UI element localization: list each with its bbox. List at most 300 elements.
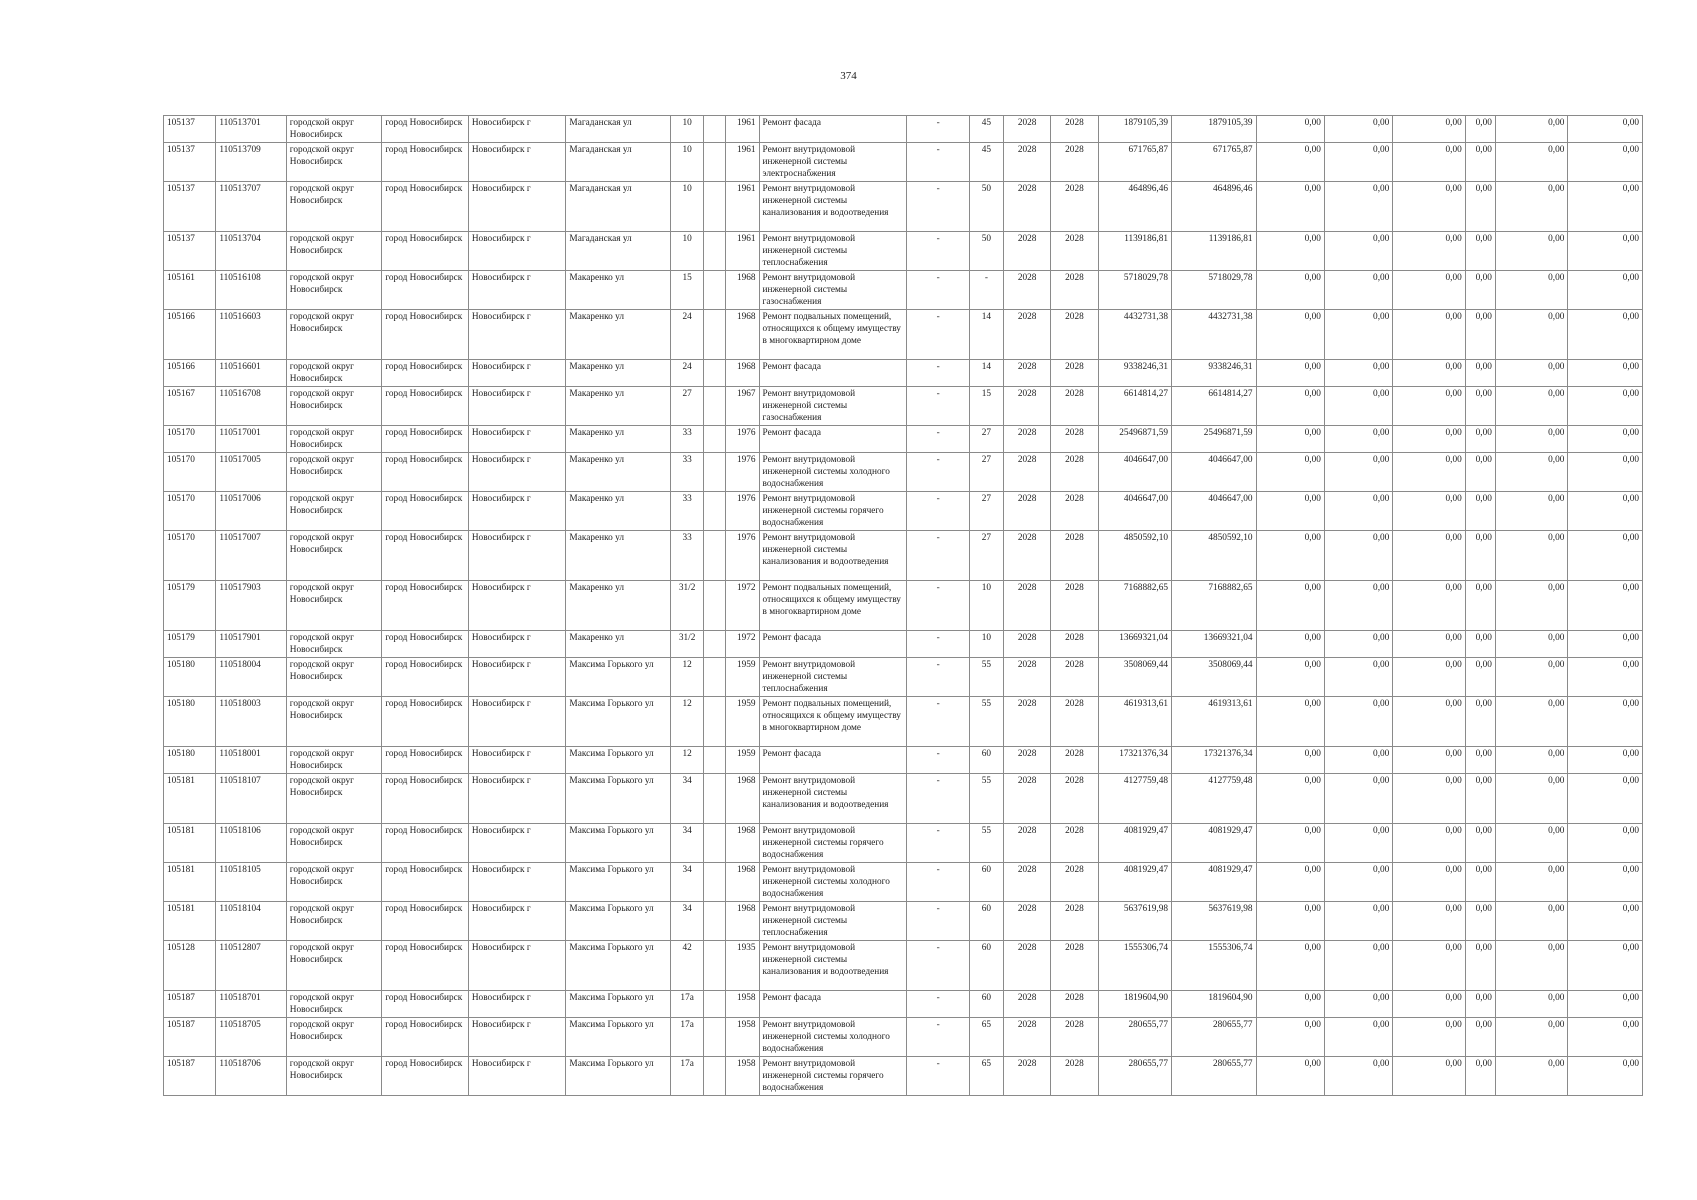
cell-funding-5: 0,00: [1495, 581, 1567, 631]
cell-id: 105161: [164, 271, 216, 310]
table-row: [164, 1057, 1643, 1096]
cell-year: 1935: [726, 941, 759, 991]
cell-district: городской округ Новосибирск: [286, 387, 382, 426]
table-row: [164, 747, 1643, 774]
cell-funding-5: 0,00: [1495, 902, 1567, 941]
cell-dash: -: [907, 116, 969, 143]
cell-corpus: [704, 116, 726, 143]
cell-funding-6: 0,00: [1568, 824, 1643, 863]
cell-cost-total: 280655,77: [1098, 1018, 1171, 1057]
cell-funding-2: 0,00: [1324, 116, 1392, 143]
table-row: [164, 143, 1643, 182]
cell-plan-year-start: 2028: [1004, 581, 1051, 631]
cell-funding-1: 0,00: [1256, 426, 1324, 453]
cell-cost-fund: 4850592,10: [1172, 531, 1257, 581]
cell-settlement: Новосибирск г: [468, 824, 566, 863]
cell-funding-2: 0,00: [1324, 492, 1392, 531]
cell-settlement: Новосибирск г: [468, 453, 566, 492]
cell-town: город Новосибирск: [382, 426, 469, 453]
cell-settlement: Новосибирск г: [468, 492, 566, 531]
cell-code: 110518107: [216, 774, 286, 824]
cell-funding-5: 0,00: [1495, 360, 1567, 387]
cell-year: 1972: [726, 581, 759, 631]
cell-street: Магаданская ул: [566, 182, 671, 232]
cell-funding-3: 0,00: [1393, 387, 1465, 426]
cell-cost-total: 4432731,38: [1098, 310, 1171, 360]
cell-corpus: [704, 1018, 726, 1057]
cell-cost-total: 5637619,98: [1098, 902, 1171, 941]
cell-wear: 45: [969, 143, 1003, 182]
cell-district: городской округ Новосибирск: [286, 182, 382, 232]
cell-plan-year-end: 2028: [1051, 658, 1098, 697]
cell-wear: 55: [969, 658, 1003, 697]
cell-funding-5: 0,00: [1495, 631, 1567, 658]
cell-funding-2: 0,00: [1324, 182, 1392, 232]
cell-plan-year-end: 2028: [1051, 182, 1098, 232]
cell-wear: 27: [969, 453, 1003, 492]
cell-work-type: Ремонт фасада: [759, 631, 907, 658]
cell-settlement: Новосибирск г: [468, 271, 566, 310]
cell-funding-2: 0,00: [1324, 453, 1392, 492]
cell-work-type: Ремонт внутридомовой инженерной системы холодного водоснабжения: [759, 1018, 907, 1057]
cell-plan-year-start: 2028: [1004, 863, 1051, 902]
cell-street: Макаренко ул: [566, 453, 671, 492]
cell-funding-6: 0,00: [1568, 747, 1643, 774]
cell-wear: 65: [969, 1057, 1003, 1096]
cell-dash: -: [907, 271, 969, 310]
table-row: [164, 1018, 1643, 1057]
cell-funding-1: 0,00: [1256, 531, 1324, 581]
cell-funding-1: 0,00: [1256, 774, 1324, 824]
cell-funding-1: 0,00: [1256, 1018, 1324, 1057]
capital-repair-table: [163, 115, 1643, 1096]
cell-funding-1: 0,00: [1256, 310, 1324, 360]
table-row: [164, 991, 1643, 1018]
cell-wear: 14: [969, 310, 1003, 360]
cell-plan-year-end: 2028: [1051, 232, 1098, 271]
cell-cost-total: 4850592,10: [1098, 531, 1171, 581]
cell-funding-6: 0,00: [1568, 863, 1643, 902]
cell-funding-4: 0,00: [1465, 824, 1495, 863]
cell-district: городской округ Новосибирск: [286, 426, 382, 453]
cell-settlement: Новосибирск г: [468, 531, 566, 581]
cell-funding-4: 0,00: [1465, 116, 1495, 143]
cell-house: 33: [671, 453, 704, 492]
cell-town: город Новосибирск: [382, 360, 469, 387]
cell-funding-6: 0,00: [1568, 1018, 1643, 1057]
cell-town: город Новосибирск: [382, 581, 469, 631]
cell-corpus: [704, 387, 726, 426]
cell-corpus: [704, 1057, 726, 1096]
cell-id: 105180: [164, 697, 216, 747]
cell-street: Максима Горького ул: [566, 941, 671, 991]
cell-funding-1: 0,00: [1256, 492, 1324, 531]
cell-cost-fund: 1555306,74: [1172, 941, 1257, 991]
cell-plan-year-start: 2028: [1004, 182, 1051, 232]
cell-funding-6: 0,00: [1568, 631, 1643, 658]
cell-code: 110518003: [216, 697, 286, 747]
cell-funding-5: 0,00: [1495, 143, 1567, 182]
cell-street: Максима Горького ул: [566, 991, 671, 1018]
cell-funding-3: 0,00: [1393, 581, 1465, 631]
cell-district: городской округ Новосибирск: [286, 581, 382, 631]
cell-district: городской округ Новосибирск: [286, 631, 382, 658]
cell-funding-4: 0,00: [1465, 774, 1495, 824]
cell-funding-3: 0,00: [1393, 492, 1465, 531]
cell-cost-total: 1139186,81: [1098, 232, 1171, 271]
cell-dash: -: [907, 1018, 969, 1057]
cell-funding-6: 0,00: [1568, 658, 1643, 697]
cell-code: 110518106: [216, 824, 286, 863]
cell-settlement: Новосибирск г: [468, 1057, 566, 1096]
cell-house: 24: [671, 360, 704, 387]
cell-street: Максима Горького ул: [566, 1018, 671, 1057]
cell-cost-total: 17321376,34: [1098, 747, 1171, 774]
cell-dash: -: [907, 747, 969, 774]
cell-cost-fund: 1819604,90: [1172, 991, 1257, 1018]
cell-id: 105181: [164, 774, 216, 824]
cell-dash: -: [907, 863, 969, 902]
cell-house: 34: [671, 824, 704, 863]
cell-corpus: [704, 902, 726, 941]
cell-district: городской округ Новосибирск: [286, 991, 382, 1018]
cell-funding-3: 0,00: [1393, 116, 1465, 143]
cell-house: 33: [671, 492, 704, 531]
cell-plan-year-end: 2028: [1051, 581, 1098, 631]
cell-funding-5: 0,00: [1495, 697, 1567, 747]
cell-funding-5: 0,00: [1495, 453, 1567, 492]
cell-dash: -: [907, 697, 969, 747]
cell-year: 1968: [726, 360, 759, 387]
cell-year: 1972: [726, 631, 759, 658]
cell-funding-1: 0,00: [1256, 941, 1324, 991]
cell-year: 1968: [726, 774, 759, 824]
cell-district: городской округ Новосибирск: [286, 232, 382, 271]
cell-funding-4: 0,00: [1465, 360, 1495, 387]
cell-plan-year-end: 2028: [1051, 863, 1098, 902]
cell-wear: 10: [969, 631, 1003, 658]
cell-funding-4: 0,00: [1465, 581, 1495, 631]
cell-corpus: [704, 631, 726, 658]
cell-funding-1: 0,00: [1256, 1057, 1324, 1096]
cell-street: Макаренко ул: [566, 492, 671, 531]
cell-funding-2: 0,00: [1324, 902, 1392, 941]
cell-work-type: Ремонт подвальных помещений, относящихся к общему имуществу в многоквартирном доме: [759, 697, 907, 747]
cell-work-type: Ремонт внутридомовой инженерной системы канализования и водоотведения: [759, 182, 907, 232]
cell-id: 105137: [164, 232, 216, 271]
table-row: [164, 271, 1643, 310]
cell-year: 1968: [726, 902, 759, 941]
cell-corpus: [704, 492, 726, 531]
cell-funding-4: 0,00: [1465, 143, 1495, 182]
cell-dash: -: [907, 941, 969, 991]
cell-funding-3: 0,00: [1393, 658, 1465, 697]
cell-street: Максима Горького ул: [566, 1057, 671, 1096]
cell-funding-5: 0,00: [1495, 747, 1567, 774]
cell-district: городской округ Новосибирск: [286, 271, 382, 310]
cell-funding-6: 0,00: [1568, 941, 1643, 991]
cell-corpus: [704, 453, 726, 492]
cell-work-type: Ремонт внутридомовой инженерной системы холодного водоснабжения: [759, 453, 907, 492]
cell-house: 12: [671, 697, 704, 747]
cell-funding-2: 0,00: [1324, 581, 1392, 631]
cell-wear: 15: [969, 387, 1003, 426]
cell-funding-2: 0,00: [1324, 426, 1392, 453]
cell-funding-5: 0,00: [1495, 426, 1567, 453]
cell-funding-2: 0,00: [1324, 697, 1392, 747]
cell-district: городской округ Новосибирск: [286, 1018, 382, 1057]
cell-town: город Новосибирск: [382, 1018, 469, 1057]
cell-cost-fund: 4046647,00: [1172, 453, 1257, 492]
cell-funding-3: 0,00: [1393, 310, 1465, 360]
cell-house: 17а: [671, 991, 704, 1018]
cell-funding-4: 0,00: [1465, 747, 1495, 774]
cell-id: 105181: [164, 902, 216, 941]
cell-town: город Новосибирск: [382, 824, 469, 863]
cell-street: Максима Горького ул: [566, 658, 671, 697]
cell-funding-5: 0,00: [1495, 941, 1567, 991]
cell-house: 33: [671, 426, 704, 453]
cell-funding-1: 0,00: [1256, 116, 1324, 143]
cell-work-type: Ремонт внутридомовой инженерной системы теплоснабжения: [759, 902, 907, 941]
cell-corpus: [704, 531, 726, 581]
cell-id: 105187: [164, 1018, 216, 1057]
cell-town: город Новосибирск: [382, 531, 469, 581]
table-row: [164, 863, 1643, 902]
cell-year: 1961: [726, 182, 759, 232]
cell-funding-6: 0,00: [1568, 581, 1643, 631]
cell-funding-6: 0,00: [1568, 453, 1643, 492]
cell-funding-6: 0,00: [1568, 902, 1643, 941]
cell-town: город Новосибирск: [382, 941, 469, 991]
cell-dash: -: [907, 426, 969, 453]
cell-house: 27: [671, 387, 704, 426]
cell-cost-fund: 1139186,81: [1172, 232, 1257, 271]
cell-funding-5: 0,00: [1495, 531, 1567, 581]
cell-funding-2: 0,00: [1324, 1057, 1392, 1096]
cell-year: 1976: [726, 531, 759, 581]
cell-house: 12: [671, 747, 704, 774]
table-row: [164, 774, 1643, 824]
cell-funding-2: 0,00: [1324, 658, 1392, 697]
cell-funding-1: 0,00: [1256, 658, 1324, 697]
cell-plan-year-start: 2028: [1004, 697, 1051, 747]
cell-cost-total: 4619313,61: [1098, 697, 1171, 747]
cell-wear: 60: [969, 863, 1003, 902]
cell-wear: 65: [969, 1018, 1003, 1057]
cell-plan-year-start: 2028: [1004, 453, 1051, 492]
cell-corpus: [704, 143, 726, 182]
cell-id: 105170: [164, 426, 216, 453]
cell-id: 105137: [164, 116, 216, 143]
cell-street: Магаданская ул: [566, 232, 671, 271]
cell-district: городской округ Новосибирск: [286, 941, 382, 991]
cell-plan-year-start: 2028: [1004, 143, 1051, 182]
cell-funding-5: 0,00: [1495, 492, 1567, 531]
cell-id: 105180: [164, 747, 216, 774]
cell-house: 10: [671, 116, 704, 143]
cell-district: городской округ Новосибирск: [286, 116, 382, 143]
cell-funding-6: 0,00: [1568, 492, 1643, 531]
cell-corpus: [704, 991, 726, 1018]
cell-cost-fund: 3508069,44: [1172, 658, 1257, 697]
cell-house: 31/2: [671, 631, 704, 658]
cell-funding-4: 0,00: [1465, 863, 1495, 902]
cell-house: 24: [671, 310, 704, 360]
table-body: [164, 116, 1643, 1096]
cell-funding-2: 0,00: [1324, 991, 1392, 1018]
cell-cost-total: 4046647,00: [1098, 453, 1171, 492]
cell-plan-year-start: 2028: [1004, 387, 1051, 426]
cell-town: город Новосибирск: [382, 658, 469, 697]
cell-cost-total: 25496871,59: [1098, 426, 1171, 453]
table-row: [164, 697, 1643, 747]
cell-funding-3: 0,00: [1393, 863, 1465, 902]
cell-funding-4: 0,00: [1465, 182, 1495, 232]
cell-funding-2: 0,00: [1324, 863, 1392, 902]
cell-cost-fund: 13669321,04: [1172, 631, 1257, 658]
cell-town: город Новосибирск: [382, 453, 469, 492]
cell-funding-3: 0,00: [1393, 902, 1465, 941]
cell-funding-2: 0,00: [1324, 631, 1392, 658]
page-number: 374: [840, 70, 857, 82]
cell-wear: -: [969, 271, 1003, 310]
cell-district: городской округ Новосибирск: [286, 902, 382, 941]
cell-corpus: [704, 863, 726, 902]
cell-funding-4: 0,00: [1465, 1057, 1495, 1096]
cell-funding-1: 0,00: [1256, 271, 1324, 310]
cell-town: город Новосибирск: [382, 863, 469, 902]
cell-town: город Новосибирск: [382, 991, 469, 1018]
cell-code: 110517005: [216, 453, 286, 492]
cell-street: Макаренко ул: [566, 387, 671, 426]
cell-district: городской округ Новосибирск: [286, 531, 382, 581]
cell-funding-2: 0,00: [1324, 310, 1392, 360]
cell-funding-1: 0,00: [1256, 232, 1324, 271]
cell-house: 33: [671, 531, 704, 581]
cell-funding-6: 0,00: [1568, 531, 1643, 581]
cell-corpus: [704, 747, 726, 774]
cell-plan-year-start: 2028: [1004, 116, 1051, 143]
cell-cost-total: 464896,46: [1098, 182, 1171, 232]
cell-funding-6: 0,00: [1568, 310, 1643, 360]
cell-district: городской округ Новосибирск: [286, 360, 382, 387]
cell-plan-year-start: 2028: [1004, 747, 1051, 774]
table-row: [164, 824, 1643, 863]
cell-year: 1958: [726, 1018, 759, 1057]
cell-plan-year-start: 2028: [1004, 271, 1051, 310]
cell-plan-year-end: 2028: [1051, 116, 1098, 143]
cell-street: Максима Горького ул: [566, 774, 671, 824]
cell-plan-year-end: 2028: [1051, 387, 1098, 426]
cell-cost-total: 9338246,31: [1098, 360, 1171, 387]
cell-wear: 50: [969, 232, 1003, 271]
cell-code: 110516603: [216, 310, 286, 360]
cell-street: Макаренко ул: [566, 310, 671, 360]
cell-corpus: [704, 310, 726, 360]
cell-funding-2: 0,00: [1324, 824, 1392, 863]
cell-work-type: Ремонт фасада: [759, 991, 907, 1018]
cell-funding-4: 0,00: [1465, 492, 1495, 531]
cell-year: 1967: [726, 387, 759, 426]
cell-town: город Новосибирск: [382, 232, 469, 271]
cell-settlement: Новосибирск г: [468, 902, 566, 941]
cell-town: город Новосибирск: [382, 271, 469, 310]
cell-code: 110517903: [216, 581, 286, 631]
cell-funding-4: 0,00: [1465, 531, 1495, 581]
cell-wear: 55: [969, 697, 1003, 747]
cell-work-type: Ремонт подвальных помещений, относящихся к общему имуществу в многоквартирном доме: [759, 310, 907, 360]
cell-funding-1: 0,00: [1256, 824, 1324, 863]
cell-dash: -: [907, 991, 969, 1018]
cell-town: город Новосибирск: [382, 902, 469, 941]
cell-plan-year-end: 2028: [1051, 774, 1098, 824]
cell-year: 1976: [726, 453, 759, 492]
cell-cost-total: 3508069,44: [1098, 658, 1171, 697]
cell-settlement: Новосибирск г: [468, 697, 566, 747]
cell-work-type: Ремонт внутридомовой инженерной системы горячего водоснабжения: [759, 492, 907, 531]
cell-funding-5: 0,00: [1495, 387, 1567, 426]
cell-cost-total: 4127759,48: [1098, 774, 1171, 824]
cell-plan-year-start: 2028: [1004, 631, 1051, 658]
cell-funding-4: 0,00: [1465, 453, 1495, 492]
cell-plan-year-end: 2028: [1051, 360, 1098, 387]
cell-dash: -: [907, 658, 969, 697]
table-row: [164, 182, 1643, 232]
cell-corpus: [704, 182, 726, 232]
cell-town: город Новосибирск: [382, 747, 469, 774]
cell-street: Магаданская ул: [566, 116, 671, 143]
cell-cost-fund: 280655,77: [1172, 1018, 1257, 1057]
cell-funding-1: 0,00: [1256, 747, 1324, 774]
cell-dash: -: [907, 143, 969, 182]
cell-house: 17а: [671, 1057, 704, 1096]
cell-plan-year-start: 2028: [1004, 824, 1051, 863]
cell-funding-4: 0,00: [1465, 991, 1495, 1018]
cell-cost-fund: 4432731,38: [1172, 310, 1257, 360]
cell-funding-4: 0,00: [1465, 658, 1495, 697]
cell-cost-fund: 4046647,00: [1172, 492, 1257, 531]
cell-funding-6: 0,00: [1568, 182, 1643, 232]
cell-code: 110513701: [216, 116, 286, 143]
table-row: [164, 310, 1643, 360]
table-row: [164, 631, 1643, 658]
cell-funding-6: 0,00: [1568, 774, 1643, 824]
cell-year: 1961: [726, 232, 759, 271]
cell-work-type: Ремонт внутридомовой инженерной системы канализования и водоотведения: [759, 531, 907, 581]
cell-cost-fund: 6614814,27: [1172, 387, 1257, 426]
cell-house: 15: [671, 271, 704, 310]
cell-wear: 14: [969, 360, 1003, 387]
cell-funding-2: 0,00: [1324, 531, 1392, 581]
cell-funding-1: 0,00: [1256, 182, 1324, 232]
cell-funding-3: 0,00: [1393, 991, 1465, 1018]
cell-cost-fund: 4081929,47: [1172, 824, 1257, 863]
cell-dash: -: [907, 182, 969, 232]
cell-house: 42: [671, 941, 704, 991]
cell-cost-total: 671765,87: [1098, 143, 1171, 182]
cell-id: 105170: [164, 531, 216, 581]
cell-settlement: Новосибирск г: [468, 143, 566, 182]
cell-cost-fund: 671765,87: [1172, 143, 1257, 182]
cell-work-type: Ремонт фасада: [759, 116, 907, 143]
cell-town: город Новосибирск: [382, 387, 469, 426]
cell-town: город Новосибирск: [382, 631, 469, 658]
cell-funding-2: 0,00: [1324, 271, 1392, 310]
cell-plan-year-end: 2028: [1051, 271, 1098, 310]
cell-code: 110517001: [216, 426, 286, 453]
cell-plan-year-start: 2028: [1004, 232, 1051, 271]
